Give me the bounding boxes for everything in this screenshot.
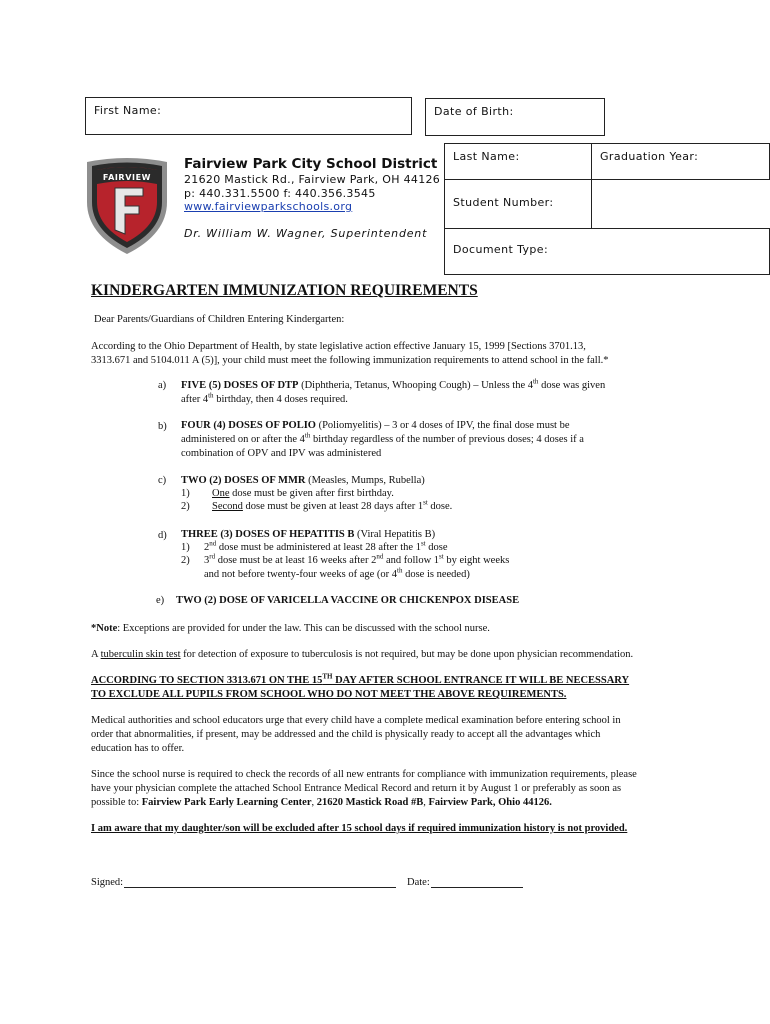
medical-line-1: Medical authorities and school educators urge that every child have a complete medical examination before entering school in [91,715,621,726]
student-number-label: Student Number: [453,196,554,209]
document-type-label: Document Type: [453,243,549,256]
page-title: KINDERGARTEN IMMUNIZATION REQUIREMENTS [91,282,478,299]
tuberculin-note: A tuberculin skin test for detection of exposure to tuberculosis is not required, but may be done upon physician recommendation. [91,649,634,660]
date-line[interactable] [431,887,523,888]
date-of-birth-field[interactable] [425,98,605,136]
logo-word: FAIRVIEW [102,173,152,182]
intro-line-1: According to the Ohio Department of Health, by state legislative action effective January 15, 1999 [Sections 3701.13, [91,341,586,352]
item-d-sub2-num: 2) [181,555,190,566]
item-c-sub1: One dose must be given after first birthday. [212,488,394,499]
item-c-sub2: Second dose must be given at least 28 days after 1st dose. [212,498,453,512]
warning-line-1: ACCORDING TO SECTION 3313.671 ON THE 15TH DAY AFTER SCHOOL ENTRANCE IT WILL BE NECESSARY [91,672,630,686]
item-d-sub1: 2nd dose must be administered at least 28 after the 1st dose [204,539,448,553]
nurse-line-1: Since the school nurse is required to check the records of all new entrants for compliance with immunization requirements, please [91,769,637,780]
warning-line-2: TO EXCLUDE ALL PUPILS FROM SCHOOL WHO DO NOT MEET THE ABOVE REQUIREMENTS. [91,689,567,700]
item-d-sub2: 3rd dose must be at least 16 weeks after 2nd and follow 1st by eight weeks [204,552,510,566]
item-c-sub1-num: 1) [181,488,190,499]
item-d-letter: d) [158,530,167,541]
item-d-sub3: and not before twenty-four weeks of age (or 4th dose is needed) [204,566,470,580]
item-d-sub1-num: 1) [181,542,190,553]
item-b-letter: b) [158,421,167,432]
nurse-line-3: possible to: Fairview Park Early Learning Center, 21620 Mastick Road #B, Fairview Park, Ohio 44126. [91,797,552,808]
item-d: THREE (3) DOSES OF HEPATITIS B (Viral Hepatitis B) [181,529,436,540]
district-address: 21620 Mastick Rd., Fairview Park, OH 44126 [184,173,441,186]
item-e: TWO (2) DOSE OF VARICELLA VACCINE OR CHICKENPOX DISEASE [176,595,520,606]
intro-line-2: 3313.671 and 5104.011 A (5)], your child must meet the following immunization requirements to attend school in the fall.* [91,355,609,366]
student-number-field[interactable] [444,179,592,229]
last-name-field[interactable] [444,143,592,180]
item-c-letter: c) [158,475,167,486]
superintendent: Dr. William W. Wagner, Superintendent [184,227,428,240]
medical-line-3: education has to offer. [91,743,185,754]
medical-line-2: order that abnormalities, if present, may be addressed and the child is physically ready to accept all the advantages which [91,729,601,740]
signed-label: Signed: [91,877,124,888]
signature-line[interactable] [124,887,396,888]
school-shield-logo [85,158,169,256]
nurse-line-2: have your physician complete the attached School Entrance Medical Record and return it by August 1 or preferably as soon as [91,783,622,794]
date-label: Date: [407,877,430,888]
graduation-year-field[interactable] [591,143,770,180]
item-c-sub2-num: 2) [181,501,190,512]
first-name-field[interactable] [85,97,412,135]
item-a-letter: a) [158,380,167,391]
item-b: FOUR (4) DOSES OF POLIO (Poliomyelitis) – 3 or 4 doses of IPV, the final dose must be administered on or after the 4th birthday regardless of the number of previous doses; 4 doses if a combination of OPV and IPV was administered [181,420,584,459]
last-name-label: Last Name: [453,150,520,163]
item-c: TWO (2) DOSES OF MMR (Measles, Mumps, Rubella) [181,475,425,486]
note: *Note: Exceptions are provided for under the law. This can be discussed with the school nurse. [91,623,490,634]
district-website-link[interactable]: www.fairviewparkschools.org [184,200,353,213]
district-name: Fairview Park City School District [184,156,438,172]
district-phone: p: 440.331.5500 f: 440.356.3545 [184,187,376,200]
item-a: FIVE (5) DOSES OF DTP (Diphtheria, Tetanus, Whooping Cough) – Unless the 4th dose was given after 4th birthday, then 4 doses required. [181,377,606,405]
awareness-statement: I am aware that my daughter/son will be excluded after 15 school days if required immunization history is not provided. [91,823,628,834]
document-type-field[interactable] [444,228,770,275]
graduation-year-label: Graduation Year: [600,150,699,163]
date-of-birth-label: Date of Birth: [434,105,514,118]
item-e-letter: e) [156,595,165,606]
first-name-label: First Name: [94,104,162,117]
greeting: Dear Parents/Guardians of Children Entering Kindergarten: [94,314,345,325]
